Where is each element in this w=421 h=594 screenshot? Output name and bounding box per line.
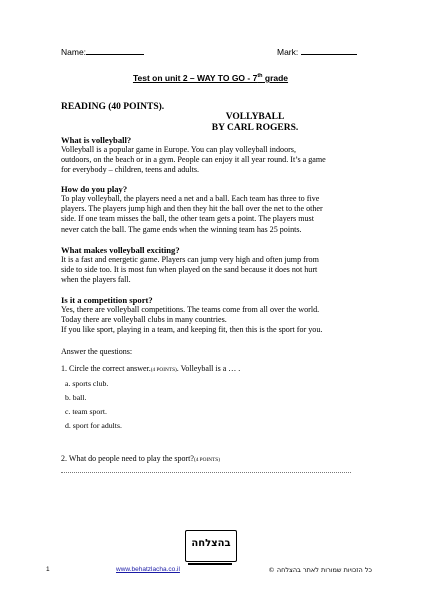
section-heading: What makes volleyball exciting?: [61, 245, 180, 255]
section-paragraph: To play volleyball, the players need a net and a ball. Each team has three to five players. The players jump high and then they hit the ball over the net to the other side. If one team misses the ball, the other team gets a point. The players must never catch the ball. The game ends when the winning team has 25 points.: [61, 194, 323, 234]
name-label: Name:: [61, 47, 87, 57]
section-title: READING (40 POINTS).: [61, 102, 165, 112]
questions-instruction: Answer the questions:: [61, 347, 133, 356]
question-1: 1. Circle the correct answer.(4 POINTS). Volleyball is a … .: [61, 364, 241, 373]
mark-label: Mark:: [277, 47, 299, 57]
answer-option-b[interactable]: b. ball.: [65, 393, 87, 402]
mark-blank[interactable]: [301, 46, 357, 55]
copyright-notice: כל הזכויות שמורות לאתר בהצלחה ©: [268, 566, 372, 574]
logo-text: בהצלחה: [191, 538, 231, 549]
section-heading: What is volleyball?: [61, 135, 132, 145]
brand-logo: [185, 530, 237, 562]
section-paragraph: It is a fast and energetic game. Players can jump very high and often jump from side to side too. It is most fun when played on the sand because it does not hurt when the players fall.: [61, 255, 319, 285]
answer-option-a[interactable]: a. sports club.: [65, 379, 109, 388]
question-2: 2. What do people need to play the sport?(4 POINTS): [61, 454, 220, 463]
test-title: Test on unit 2 – WAY TO GO - 7th grade: [132, 73, 289, 83]
section-paragraph: Volleyball is a popular game in Europe. You can play volleyball indoors, outdoors, on the beach or in a gym. People can enjoy it all year round. It’s a game for everybody – children, teens and adults.: [61, 145, 326, 175]
answer-line[interactable]: [61, 472, 351, 473]
answer-option-d[interactable]: d. sport for adults.: [65, 421, 122, 430]
section-heading: How do you play?: [61, 184, 128, 194]
name-blank[interactable]: [86, 46, 144, 55]
section-paragraph: Yes, there are volleyball competitions. The teams come from all over the world. Today there are volleyball clubs in many countries. If you like sport, playing in a team, and keeping fit, then this is the sport for you.: [61, 305, 323, 335]
article-title: VOLLYBALL: [225, 112, 285, 122]
answer-option-c[interactable]: c. team sport.: [65, 407, 108, 416]
mark-field: [277, 46, 357, 57]
section-heading: Is it a competition sport?: [61, 295, 153, 305]
article-author: BY CARL ROGERS.: [211, 123, 299, 133]
site-link[interactable]: www.behatzlacha.co.il: [116, 566, 180, 573]
page-number: 1: [46, 566, 50, 573]
name-field: [61, 46, 144, 57]
logo-underline: [188, 563, 232, 565]
